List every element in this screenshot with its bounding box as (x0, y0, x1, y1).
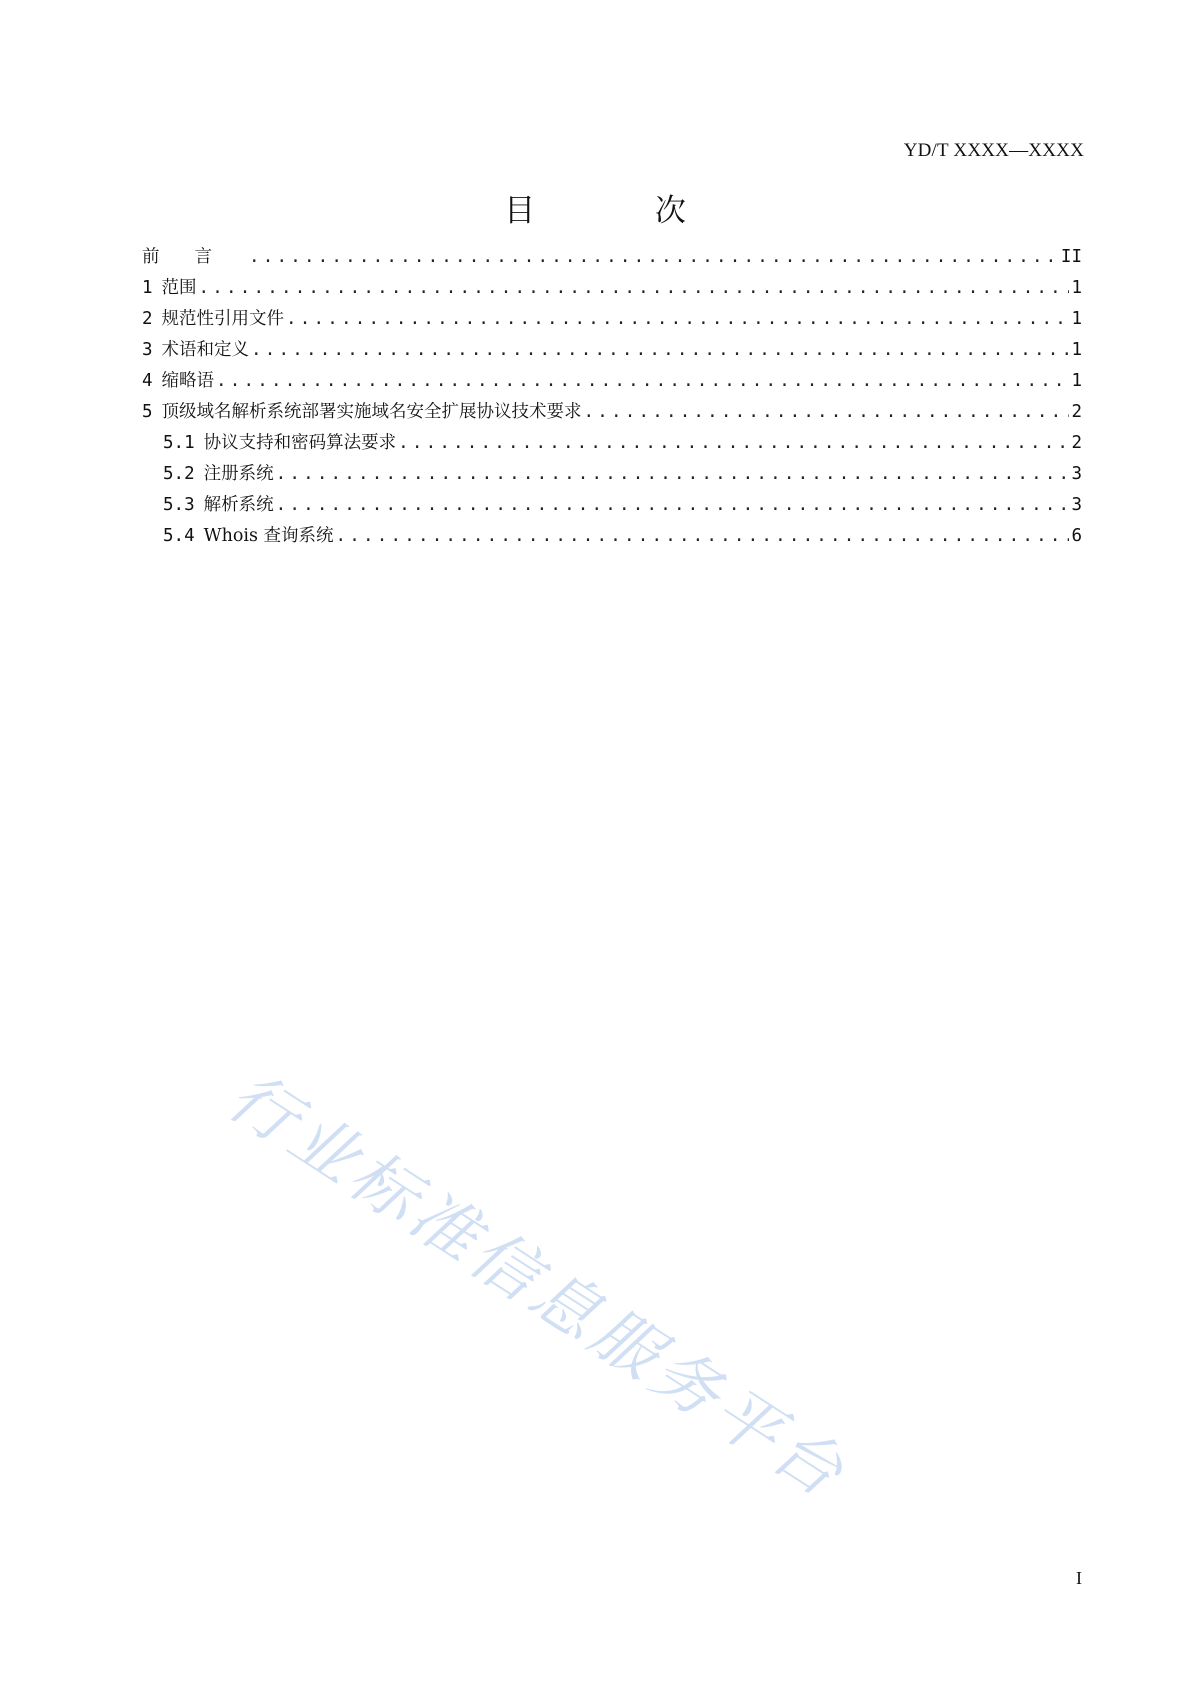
toc-entry-label: 范围 (161, 278, 197, 298)
toc-entry-label: 解析系统 (203, 495, 274, 515)
toc-dot-leader (276, 495, 1070, 515)
toc-entry-terms-definitions[interactable] (142, 336, 1082, 367)
toc-entry-protocol-crypto[interactable] (142, 429, 1082, 460)
toc-entry-label: 顶级域名解析系统部署实施域名安全扩展协议技术要求 (161, 402, 582, 422)
toc-dot-leader (286, 309, 1069, 329)
toc-entry-page: 1 (1071, 371, 1082, 391)
toc-entry-page: 1 (1071, 340, 1082, 360)
toc-entry-number: 5.3 (163, 495, 195, 515)
toc-entry-page: 1 (1071, 278, 1082, 298)
toc-dot-leader (251, 340, 1069, 360)
toc-dot-leader (584, 402, 1070, 422)
toc-entry-registration-system[interactable] (142, 460, 1082, 491)
toc-entry-normative-references[interactable] (142, 305, 1082, 336)
toc-entry-number: 5.4 (163, 526, 195, 546)
toc-entry-page: 3 (1071, 495, 1082, 515)
toc-entry-page: 1 (1071, 309, 1082, 329)
toc-entry-page: 3 (1071, 464, 1082, 484)
toc-entry-label: 协议支持和密码算法要求 (203, 433, 397, 453)
toc-dot-leader (398, 433, 1069, 453)
toc-entry-abbreviations[interactable] (142, 367, 1082, 398)
toc-entry-number: 5.2 (163, 464, 195, 484)
watermark: 行业标准信息服务平台 (214, 1057, 861, 1515)
toc-entry-number: 3 (142, 340, 153, 360)
toc-entry-page: 6 (1071, 526, 1082, 546)
toc-dot-leader (276, 464, 1070, 484)
toc-title: 目 次 (504, 193, 741, 229)
toc-dot-leader (216, 371, 1069, 391)
toc-entry-resolution-system[interactable] (142, 491, 1082, 522)
toc-entry-whois-system[interactable] (142, 522, 1082, 553)
toc-entry-number: 4 (142, 371, 153, 391)
toc-entry-foreword[interactable] (142, 243, 1082, 274)
toc-entry-number: 1 (142, 278, 153, 298)
toc-entry-number: 2 (142, 309, 153, 329)
toc-entry-number: 5 (142, 402, 153, 422)
toc-entry-label: 术语和定义 (161, 340, 250, 360)
toc-entry-label: 规范性引用文件 (161, 309, 285, 329)
toc-entry-label: 缩略语 (161, 371, 215, 391)
toc-entry-scope[interactable] (142, 274, 1082, 305)
toc-entry-page: II (1060, 247, 1082, 267)
toc-entry-dnssec-requirements[interactable] (142, 398, 1082, 429)
toc-entry-label: 前言 (142, 247, 247, 267)
toc-entry-page: 2 (1071, 402, 1082, 422)
toc-dot-leader (249, 247, 1059, 267)
toc-entry-label: 注册系统 (203, 464, 274, 484)
toc-dot-leader (199, 278, 1070, 298)
toc-dot-leader (336, 526, 1070, 546)
table-of-contents (142, 243, 1082, 553)
document-code: YD/T XXXX—XXXX (903, 140, 1084, 161)
toc-entry-page: 2 (1071, 433, 1082, 453)
toc-entry-number: 5.1 (163, 433, 195, 453)
toc-entry-label: Whois 查询系统 (203, 526, 334, 546)
page-number: I (1076, 1568, 1082, 1588)
